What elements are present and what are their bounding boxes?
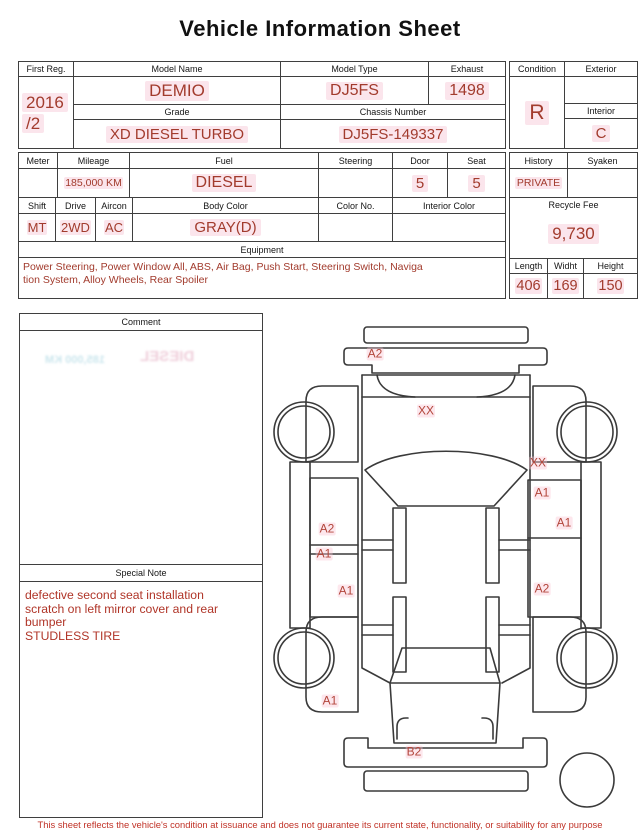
- length-value: 406: [509, 273, 548, 299]
- exhaust-value: 1498: [428, 76, 506, 105]
- damage-label-b2: B2: [406, 744, 422, 759]
- special-note-line: bumper: [25, 615, 67, 629]
- comment-box: [19, 313, 263, 565]
- aircon-label: Aircon: [95, 197, 133, 214]
- bleed-through-text: DIESEL: [140, 348, 195, 365]
- color-no-value: [318, 213, 393, 242]
- steering-label: Steering: [318, 152, 393, 169]
- length-label: Length: [509, 258, 548, 274]
- fuel-label: Fuel: [129, 152, 319, 169]
- car-top-view: [362, 375, 530, 743]
- damage-label-a1: A1: [338, 583, 354, 598]
- first-reg-label: First Reg.: [18, 61, 74, 77]
- meter-value: [18, 168, 58, 198]
- exterior-value: [564, 76, 638, 104]
- shift-value: MT: [18, 213, 56, 242]
- seat-label: Seat: [447, 152, 506, 169]
- shift-label: Shift: [18, 197, 56, 214]
- model-name-value: DEMIO: [73, 76, 281, 105]
- right-side-view: [528, 386, 617, 712]
- page-title: Vehicle Information Sheet: [179, 16, 461, 41]
- syaken-label: Syaken: [567, 152, 638, 169]
- condition-label: Condition: [509, 61, 565, 77]
- recycle-fee-value: 9,730: [548, 210, 599, 258]
- interior-color-value: [392, 213, 506, 242]
- interior-label: Interior: [564, 103, 638, 119]
- meter-label: Meter: [18, 152, 58, 169]
- damage-label-a1: A1: [534, 485, 550, 500]
- mileage-label: Mileage: [57, 152, 130, 169]
- damage-label-a2: A2: [319, 521, 335, 536]
- drive-label: Drive: [55, 197, 96, 214]
- first-reg-year: 2016: [22, 93, 68, 112]
- interior-value: C: [564, 118, 638, 149]
- model-name-label: Model Name: [73, 61, 281, 77]
- grade-label: Grade: [73, 104, 281, 120]
- door-value: 5: [392, 168, 448, 198]
- height-value: 150: [583, 273, 638, 299]
- interior-color-label: Interior Color: [392, 197, 506, 214]
- equipment-line-2: tion System, Alloy Wheels, Rear Spoiler: [23, 274, 208, 286]
- model-type-value: DJ5FS: [280, 76, 429, 105]
- damage-label-a1: A1: [556, 515, 572, 530]
- disclaimer-text: This sheet reflects the vehicle's condition at issuance and does not guarantee its current state, functionality, or suitability for any purpose: [37, 819, 603, 830]
- rear-bumper-strips: [344, 738, 547, 791]
- equipment-label: Equipment: [18, 241, 506, 258]
- history-value: PRIVATE: [509, 168, 568, 198]
- recycle-fee-cell: [509, 197, 638, 259]
- special-note-box: [19, 564, 263, 818]
- damage-label-a1: A1: [322, 693, 338, 708]
- door-label: Door: [392, 152, 448, 169]
- damage-label-a2: A2: [534, 581, 550, 596]
- special-note-line: STUDLESS TIRE: [25, 628, 121, 643]
- model-type-label: Model Type: [280, 61, 429, 77]
- steering-value: [318, 168, 393, 198]
- aircon-value: AC: [95, 213, 133, 242]
- spare-tire: [560, 753, 614, 807]
- seat-value: 5: [447, 168, 506, 198]
- bleed-through-text: 185,000 KM: [45, 354, 105, 366]
- exterior-label: Exterior: [564, 61, 638, 77]
- first-reg-month: /2: [22, 114, 44, 133]
- color-no-label: Color No.: [318, 197, 393, 214]
- condition-value: R: [509, 76, 565, 149]
- damage-label-a2: A2: [367, 346, 383, 361]
- width-label: Widht: [547, 258, 584, 274]
- chassis-number-label: Chassis Number: [280, 104, 506, 120]
- exhaust-label: Exhaust: [428, 61, 506, 77]
- car-diagram-svg: [265, 315, 640, 815]
- body-color-value: GRAY(D): [132, 213, 319, 242]
- damage-label-a1: A1: [316, 546, 332, 561]
- comment-label: Comment: [20, 314, 262, 331]
- history-label: History: [509, 152, 568, 169]
- body-color-label: Body Color: [132, 197, 319, 214]
- mileage-value: 185,000 KM: [57, 168, 130, 198]
- drive-value: 2WD: [55, 213, 96, 242]
- special-note-line: scratch on left mirror cover and rear: [25, 601, 219, 616]
- grade-value: XD DIESEL TURBO: [73, 119, 281, 149]
- special-note-label: Special Note: [20, 565, 262, 582]
- damage-label-xx: XX: [417, 403, 435, 418]
- chassis-number-value: DJ5FS-149337: [280, 119, 506, 149]
- syaken-value: [567, 168, 638, 198]
- width-value: 169: [547, 273, 584, 299]
- first-reg-value: [18, 76, 74, 149]
- fuel-value: DIESEL: [129, 168, 319, 198]
- damage-label-xx: XX: [529, 455, 547, 470]
- special-note-line: defective second seat installation: [25, 588, 204, 602]
- special-note-text: [20, 582, 262, 643]
- equipment-value: [18, 257, 506, 299]
- height-label: Height: [583, 258, 638, 274]
- equipment-line-1: Power Steering, Power Window All, ABS, Air Bag, Push Start, Steering Switch, Naviga: [23, 261, 423, 273]
- recycle-fee-label: Recycle Fee: [548, 200, 599, 210]
